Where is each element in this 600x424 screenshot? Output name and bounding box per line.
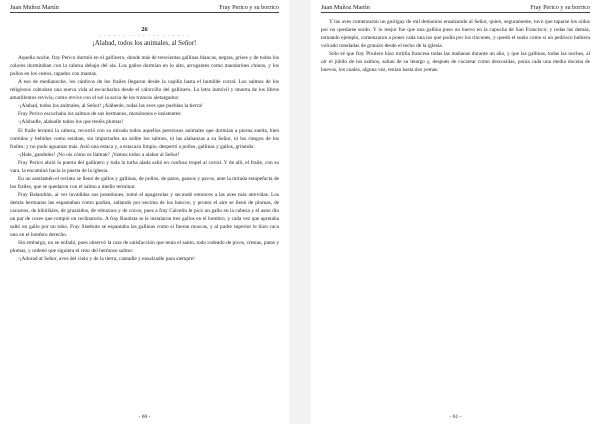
paragraph: Fray Perico abrió la puerta del gallinero y toda la turba alada salió en confuso tropel al corral. Y de allí, el fraile, con su vara, la encaminó hacia la puerta de la iglesia. [10,159,279,174]
paragraph: -¡Alabadle, alabadle todos los que tenéis plumas! [18,119,124,126]
header-author: Juan Muñoz Martín [321,4,370,11]
right-page-header [321,4,590,13]
chapter-title: ¡Alabad, todos los animales, al Señor! [92,40,197,48]
right-page [311,0,600,424]
page-number: - 61 - [449,414,462,420]
left-page [0,0,289,424]
chapter-ornament: · · · · · · · · · · · · · · · · · · · [98,34,191,40]
paragraph: -¡Adorad al Señor, aves del cielo y de la tierra, cantadle y ensalzadle para siempre! [18,256,195,263]
paragraph: Aquella noche, fray Perico durmió en el gallinero, donde más de trescientas gallinas blancas, negras, grises y de todos los colores dormitaban con la cabeza debajo del ala. Los gallos dormían en lo alto, arrogantes como mandarines chinos, y los pollos en los cestos, tapados con mantas. [10,55,279,78]
paragraph: A eso de medianoche, los cánticos de los frailes llegaron desde la capilla hasta el humilde corral. Los salmos de los religiosos cobraban una nueva vida al escucharlos desde el calorcillo del gallinero. La letra inmóvil y muerta de los libros amarillentos revivía, como revive con el sol la savia de los troncos aletargados: [10,79,279,102]
paragraph: Sólo sé que fray Pirulero hizo tortilla francesa todas las mañanas durante un año, y que las gallinas, todas las noches, al oír el júbilo de los salmos, saltan de su letargo y, después de cacarear como descosidas, ponía cada una media docena de huevos, los cuales, alguna vez, tenían hasta dos yemas. [321,51,590,74]
paragraph: -¡Hale, gandules! ¡No oís cómo os llaman? ¡Vamos todos a alabar al Señor! [18,151,180,158]
left-page-header [10,4,279,13]
paragraph: -¡Alabad, todos los animales, al Señor! ¡Alábenle, todas las aves que pueblan la tierra! [18,103,203,110]
paragraph: En un santiamén el recinto se llenó de gallos y gallinas, de pollos, de patos, gansos y pavos, ante la mirada estupefacta de los frailes, que se quedaron con el salmo a medio terminar. [10,175,279,190]
paragraph: El fraile levantó la cabeza, recorrió con su mirada todos aquellos perezosos animales que dormían a pierna suelta, bien comidos y bebidos como estaban, sin importarles un ardite los salmos, ni las alabanzas a su Señor, ni los riesgos de los frailes; y no pudo aguantar más. Asió una estaca y, a estacazo limpio, despertó a pollos, gallinas y gallos, gritando: [10,127,279,150]
header-book-title: Fray Perico y su borrico [219,4,279,11]
paragraph: Fray Perico escuchaba los salmos de sus hermanos, monótonos e insistentes: [18,111,182,118]
chapter-number: 26 [141,26,148,33]
right-page-body [321,18,590,74]
page-number: - 60 - [138,414,151,420]
header-book-title: Fray Perico y su borrico [530,4,590,11]
gutter [289,0,311,424]
paragraph: Y las aves comenzaron un guirigay de mil demonios ensalzando al Señor, quien, seguramente, tuvo que taparse los oídos por no quedarse sordo. Y lo mejor fue que una gallina puso un huevo en la capucha de San Francisco; y todas las demás, tomando ejemplo, comenzaron a poner cada una los que podía por los rincones, y quedó el suelo como si un pedrisco hubiera volcado toneladas de granizo desde el techo de la iglesia. [321,19,590,50]
header-author: Juan Muñoz Martín [10,4,59,11]
paragraph: Sin embargo, no se enfadó, pues observó la cara de satisfacción que tenía el santo, todo rodeado de picos, crestas, patas y plumas, y ordenó que siguiera el rezo del hermoso salmo: [10,240,279,255]
left-page-body [10,26,279,263]
paragraph: Fray Balandrán, al ver invadidas sus posesiones, tomó el apagavelas y secundó entonces a las aves más atrevidas. Los demás hermanos las espantaban como podían, saltando por encima de los bancos, y pronto el aire se llenó de plumas, de cacareos, de kikirikíes, de graznidos, de rebuznos y de cocos; pues a fray Calcetín le picó un gallo en la cabeza y el asno dio un par de coces que rompió un reclinatorio. A fray Bautista se le instalaron tres gallos en el hombro, y cada vez que apretaba saltó un gallo por un tubo. Fray Sisebuto se espantaba las gallinas como si fueran moscas, y al padre superior le hizo caca uno en el hombro derecho. [10,191,279,239]
